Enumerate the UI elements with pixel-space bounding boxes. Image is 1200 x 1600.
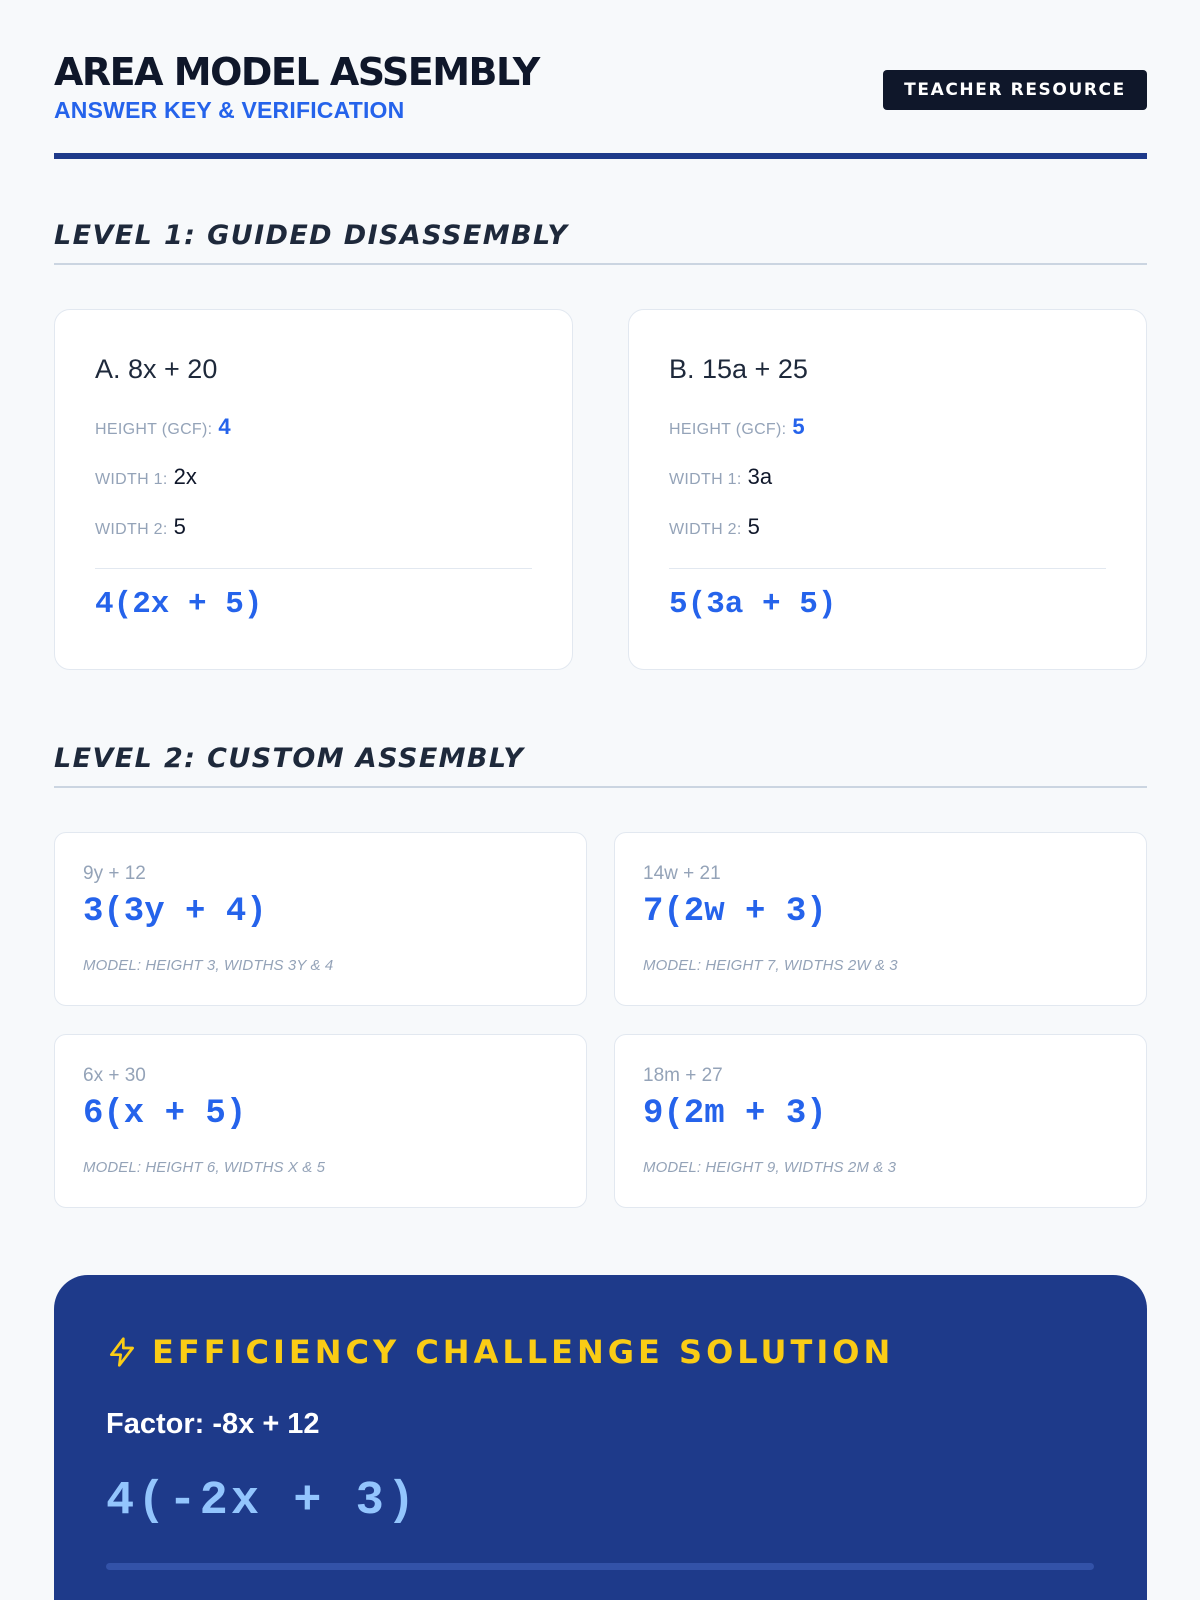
challenge-divider <box>106 1563 1094 1570</box>
factored-answer: 4(2x + 5) <box>95 587 263 622</box>
width2-label: WIDTH 2: <box>669 521 742 538</box>
answer-key-page <box>54 0 1147 1528</box>
problem-expression: 14w + 21 <box>643 863 721 884</box>
lightning-bolt-icon <box>106 1335 138 1369</box>
problem-expression: 9y + 12 <box>83 863 146 884</box>
level2-card <box>54 832 587 1006</box>
page-header <box>54 0 1147 160</box>
problem-title: A. 8x + 20 <box>95 354 218 384</box>
problem-title: B. 15a + 25 <box>669 354 808 384</box>
width1-row <box>95 464 197 490</box>
card-divider <box>95 568 532 569</box>
level1-heading: LEVEL 1: GUIDED DISASSEMBLY <box>54 220 1147 265</box>
level2-card <box>54 1034 587 1208</box>
level1-card-a <box>54 309 573 670</box>
width1-row <box>669 464 772 490</box>
problem-expression: 18m + 27 <box>643 1065 723 1086</box>
page-subtitle: ANSWER KEY & VERIFICATION <box>54 97 405 123</box>
width2-value: 5 <box>173 514 186 539</box>
width1-label: WIDTH 1: <box>95 471 168 488</box>
card-divider <box>669 568 1106 569</box>
challenge-title: EFFICIENCY CHALLENGE SOLUTION <box>152 1333 895 1371</box>
factored-answer: 6(x + 5) <box>83 1095 247 1133</box>
teacher-resource-badge: TEACHER RESOURCE <box>883 70 1147 110</box>
level2-card <box>614 832 1147 1006</box>
model-note: MODEL: HEIGHT 9, WIDTHS 2M & 3 <box>643 1159 897 1176</box>
challenge-heading <box>106 1333 894 1371</box>
width2-label: WIDTH 2: <box>95 521 168 538</box>
challenge-prompt: Factor: -8x + 12 <box>106 1408 320 1440</box>
width2-row <box>669 514 760 540</box>
width1-label: WIDTH 1: <box>669 471 742 488</box>
height-row <box>95 414 231 440</box>
level2-card <box>614 1034 1147 1208</box>
model-note: MODEL: HEIGHT 6, WIDTHS X & 5 <box>83 1159 326 1176</box>
factored-answer: 9(2m + 3) <box>643 1095 827 1133</box>
height-value: 4 <box>218 414 231 439</box>
height-row <box>669 414 805 440</box>
width2-value: 5 <box>747 514 760 539</box>
height-label: HEIGHT (GCF): <box>669 421 787 438</box>
challenge-panel <box>54 1275 1147 1600</box>
header-divider <box>54 153 1147 159</box>
page-title: AREA MODEL ASSEMBLY <box>54 50 539 94</box>
width1-value: 2x <box>173 464 197 489</box>
factored-answer: 3(3y + 4) <box>83 893 267 931</box>
factored-answer: 7(2w + 3) <box>643 893 827 931</box>
height-label: HEIGHT (GCF): <box>95 421 213 438</box>
width1-value: 3a <box>747 464 773 489</box>
factored-answer: 5(3a + 5) <box>669 587 837 622</box>
width2-row <box>95 514 186 540</box>
problem-expression: 6x + 30 <box>83 1065 146 1086</box>
level2-heading: LEVEL 2: CUSTOM ASSEMBLY <box>54 743 1147 788</box>
model-note: MODEL: HEIGHT 3, WIDTHS 3Y & 4 <box>83 957 334 974</box>
level1-card-b <box>628 309 1147 670</box>
challenge-answer: 4(-2x + 3) <box>106 1475 419 1528</box>
model-note: MODEL: HEIGHT 7, WIDTHS 2W & 3 <box>643 957 898 974</box>
height-value: 5 <box>792 414 805 439</box>
